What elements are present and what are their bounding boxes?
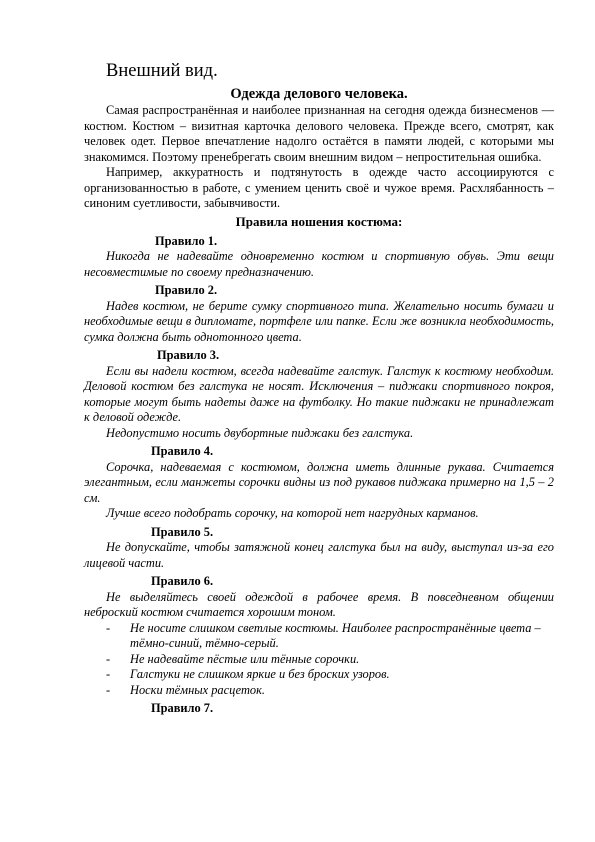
rule-5-label: Правило 5. (151, 524, 214, 539)
rule-2-text: Надев костюм, не берите сумку спортивного типа. Желательно носить бумаги и необходимые вещи в дипломате, портфеле или папке. Если же возникла необходимость, сумка должна быть однотонного цвета. (84, 298, 554, 344)
rule-7-label: Правило 7. (151, 701, 214, 715)
rule-3-text-2: Недопустимо носить двубортные пиджаки без галстука. (106, 425, 414, 440)
rule-3-text-1: Если вы надели костюм, всегда надевайте галстук. Галстук к костюму необходим. Деловой костюм без галстука не носят. Исключения – пиджаки спортивного покроя, которые могут быть надеты даже на футболку. Но такие пиджаки не принадлежат к деловой одежде. (84, 363, 554, 424)
rule-2-label: Правило 2. (155, 283, 218, 297)
list-item (84, 621, 554, 652)
rule-3-label: Правило 3. (157, 348, 220, 362)
rules-section-title: Правила ношения костюма: (235, 213, 403, 229)
rule-1-text: Никогда не надевайте одновременно костюм и спортивную обувь. Эти вещи несовместимые по своему предназначению. (84, 249, 554, 279)
rule-5-text: Не допускайте, чтобы затяжной конец галстука был на виду, выступал из-за его лицевой части. (84, 540, 554, 570)
list-item-text: Носки тёмных расцеток. (130, 682, 265, 697)
bullet-marker: - (106, 682, 111, 697)
intro-paragraph-2: Например, аккуратность и подтянутость в одежде часто ассоциируются с организованностью в работе, с умением ценить своё и чужое время. Расхлябанность – синоним суетливости, забывчивости. (84, 165, 554, 210)
bullet-marker: - (106, 620, 111, 635)
list-item (84, 652, 554, 668)
rule-4-text-2: Лучше всего подобрать сорочку, на которой нет нагрудных карманов. (106, 506, 479, 520)
intro-paragraph-1: Самая распространённая и наиболее признанная на сегодня одежда бизнесменов — костюм. Костюм – визитная карточка делового человека. Прежде всего, смотрят, как человек одет. Первое впечатление надолго остаётся в памяти людей, с которыми мы знакомимся. Поэтому пренебрегать своим внешним видом – непростительная ошибка. (84, 103, 554, 164)
list-item-text: Не носите слишком светлые костюмы. Наиболее распространённые цвета – тёмно-синий, тёмно-серый. (130, 620, 541, 650)
rule-6-label: Правило 6. (151, 574, 214, 588)
list-item-text: Не надевайте пёстые или тённые сорочки. (130, 651, 360, 666)
bullet-marker: - (106, 651, 111, 666)
rule-6-text: Не выделяйтесь своей одеждой в рабочее время. В повседневном общении неброский костюм считается хорошим тоном. (84, 589, 554, 619)
document-title: Внешний вид. (106, 61, 218, 81)
rule-4-label: Правило 4. (151, 444, 214, 458)
bullet-marker: - (106, 667, 111, 681)
rule-1-label: Правило 1. (155, 233, 218, 248)
document-content (84, 60, 554, 717)
list-item (84, 683, 554, 699)
list-item-text: Галстуки не слишком яркие и без броских узоров. (130, 667, 390, 681)
document-subtitle: Одежда делового человека. (230, 86, 408, 102)
list-item (84, 667, 554, 683)
rule-4-text-1: Сорочка, надеваемая с костюмом, должна иметь длинные рукава. Считается элегантным, если манжеты сорочки видны из под рукавов пиджака примерно на 1,5 – 2 см. (84, 459, 554, 505)
rule-6-bullet-list (84, 621, 554, 699)
